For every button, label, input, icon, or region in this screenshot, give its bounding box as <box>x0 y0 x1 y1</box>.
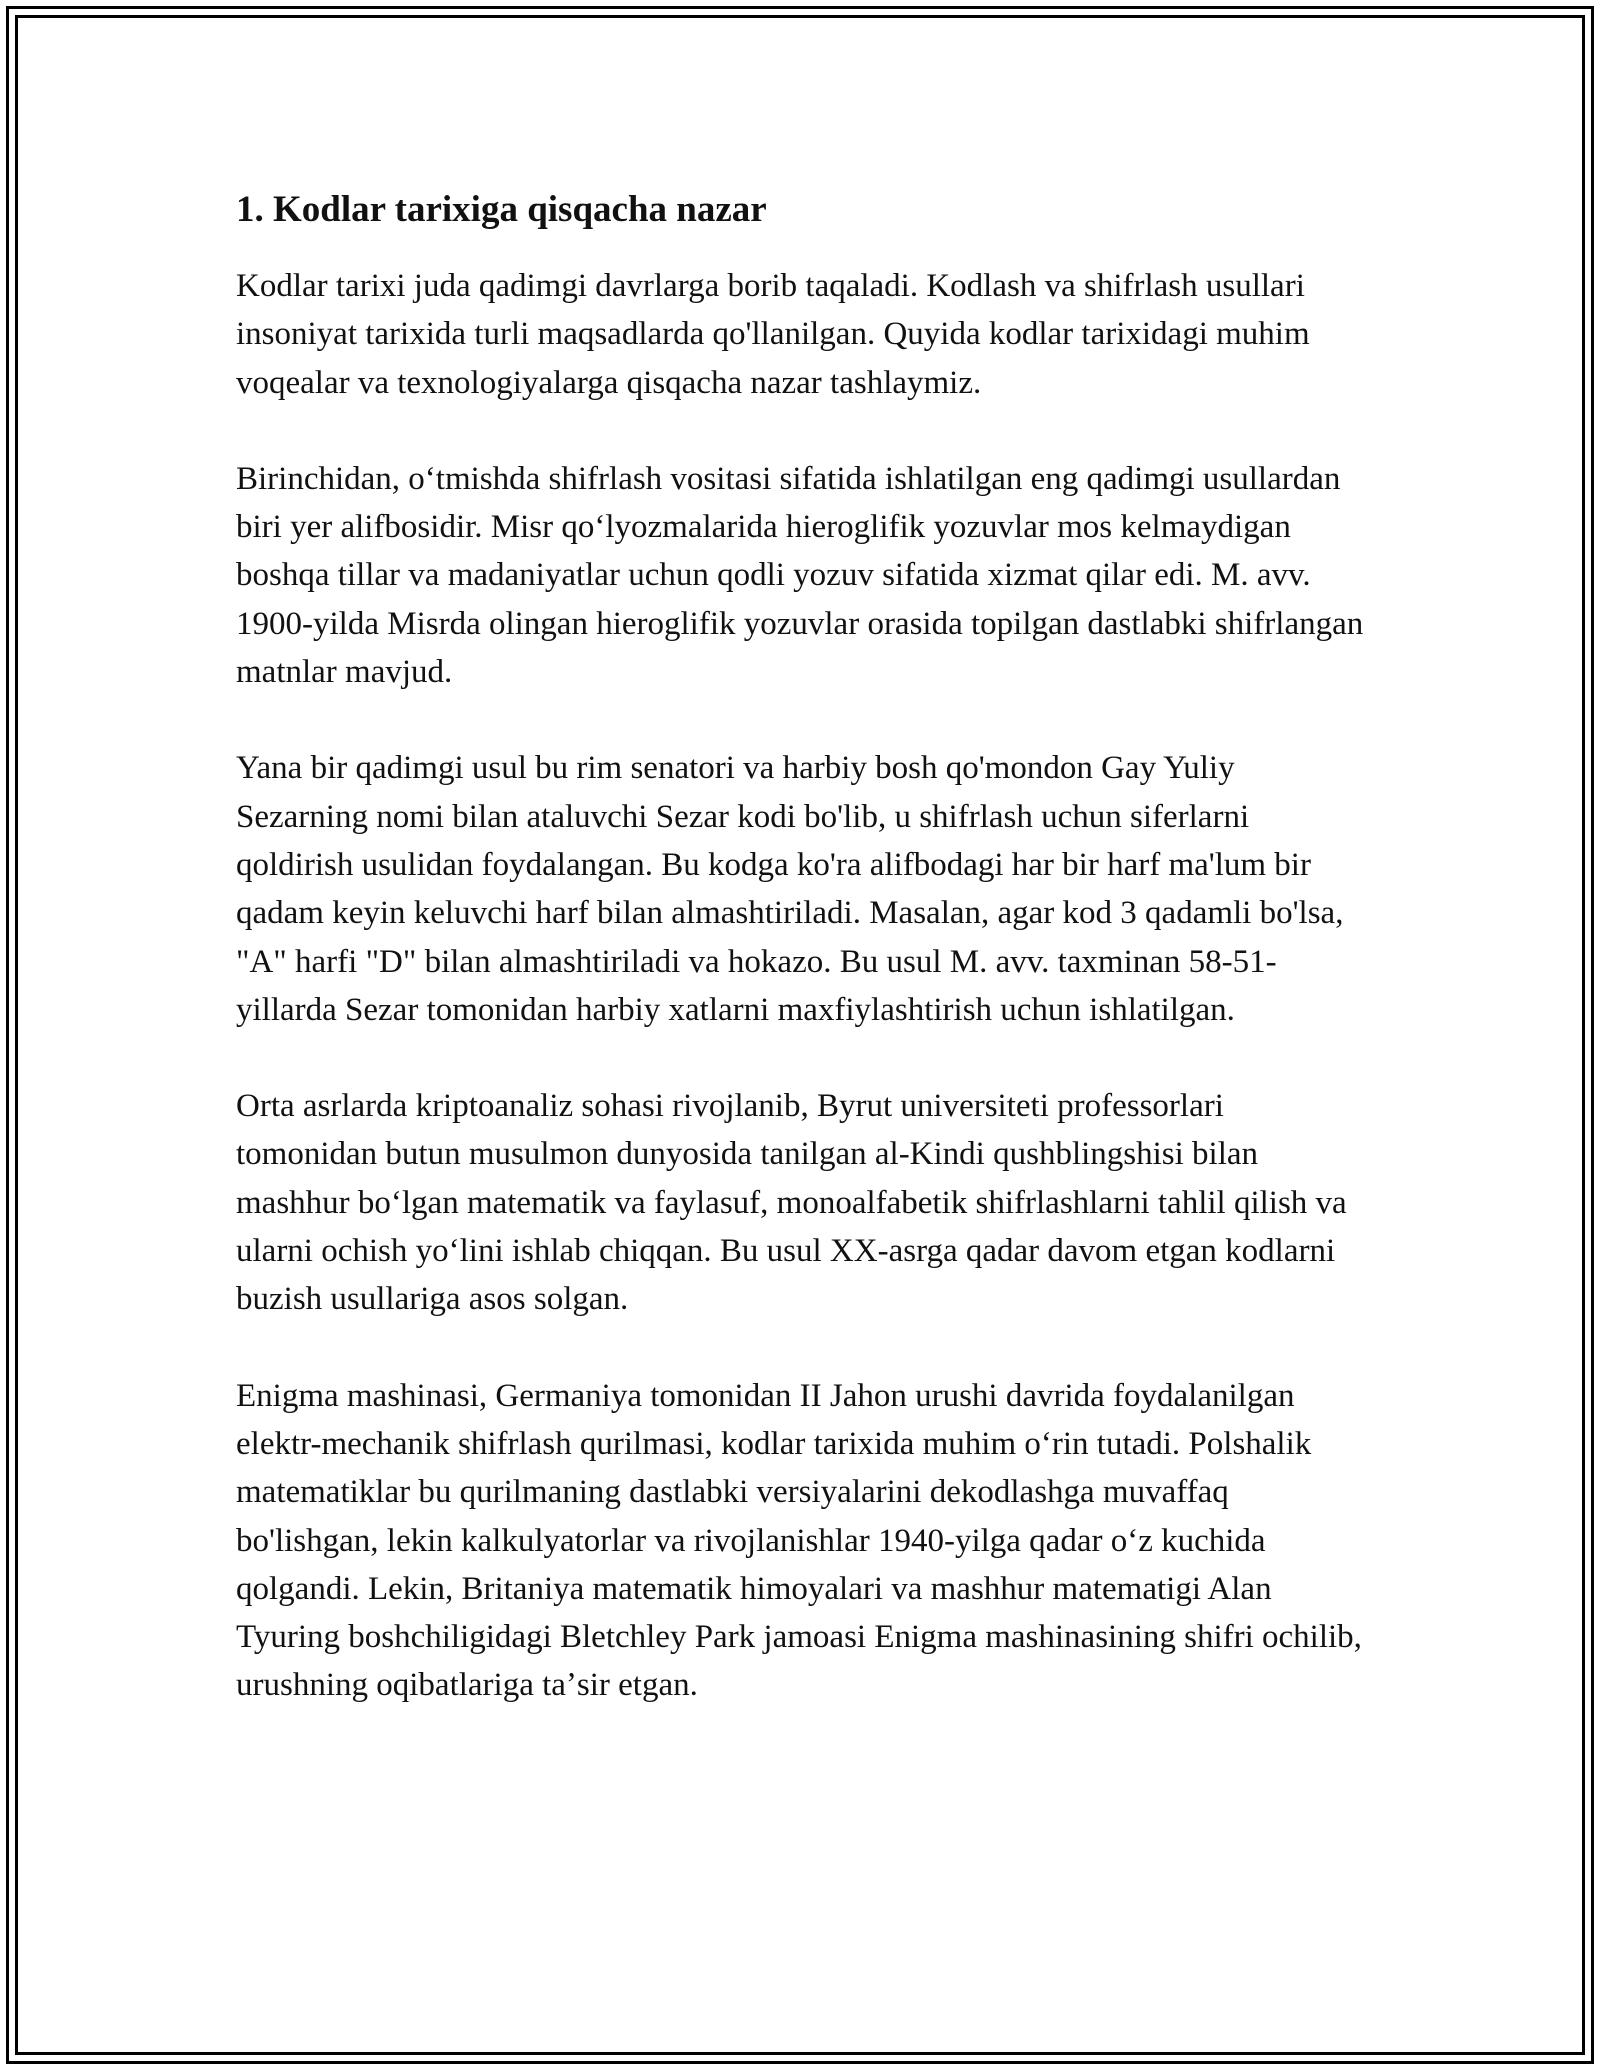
paragraph-egypt: Birinchidan, oʻtmishda shifrlash vositasi sifatida ishlatilgan eng qadimgi usullardan biri yer alifbosidir. Misr qoʻlyozmalarida hieroglifik yozuvlar mos kelmaydigan boshqa tillar va madaniyatlar uchun qodli yozuv sifatida xizmat qilar edi. M. avv. 1900-yilda Misrda olingan hieroglifik yozuvlar orasida topilgan dastlabki shifrlangan matnlar mavjud. <box>236 460 1364 691</box>
paragraph-intro: Kodlar tarixi juda qadimgi davrlarga borib taqaladi. Kodlash va shifrlash usullari insoniyat tarixida turli maqsadlarda qo'llanilgan. Quyida kodlar tarixidagi muhim voqealar va texnologiyalarga qisqacha nazar tashlaymiz. <box>236 268 1310 401</box>
paragraph-caesar: Yana bir qadimgi usul bu rim senatori va harbiy bosh qo'mondon Gay Yuliy Sezarning nomi bilan ataluvchi Sezar kodi bo'lib, u shifrlash uchun siferlarni qoldirish usulidan foydalangan. Bu kodga ko'ra alifbodagi har bir harf ma'lum bir qadam keyin keluvchi harf bilan almashtiriladi. Masalan, agar kod 3 qadamli bo'lsa, "A" harfi "D" bilan almashtiriladi va hokazo. Bu usul M. avv. taxminan 58-51-yillarda Sezar tomonidan harbiy xatlarni maxfiylashtirish uchun ishlatilgan. <box>236 750 1344 1028</box>
paragraph-cryptanalysis: Orta asrlarda kriptoanaliz sohasi rivojlanib, Byrut universiteti professorlari tomonidan butun musulmon dunyosida tanilgan al-Kindi qushblingshisi bilan mashhur boʻlgan matematik va faylasuf, monoalfabetik shifrlashlarni tahlil qilish va ularni ochish yoʻlini ishlab chiqqan. Bu usul XX-asrga qadar davom etgan kodlarni buzish usullariga asos solgan. <box>236 1088 1347 1318</box>
document-body <box>236 186 1366 1710</box>
paragraph-enigma: Enigma mashinasi, Germaniya tomonidan II Jahon urushi davrida foydalanilgan elektr-mechanik shifrlash qurilmasi, kodlar tarixida muhim oʻrin tutadi. Polshalik matematiklar bu qurilmaning dastlabki versiyalarini dekodlashga muvaffaq bo'lishgan, lekin kalkulyatorlar va rivojlanishlar 1940-yilga qadar oʻz kuchida qolgandi. Lekin, Britaniya matematik himoyalari va mashhur matematigi Alan Tyuring boshchiligidagi Bletchley Park jamoasi Enigma mashinasining shifri ochilib, urushning oqibatlariga taʼsir etgan. <box>236 1377 1362 1704</box>
section-heading: 1. Kodlar tarixiga qisqacha nazar <box>236 189 767 230</box>
